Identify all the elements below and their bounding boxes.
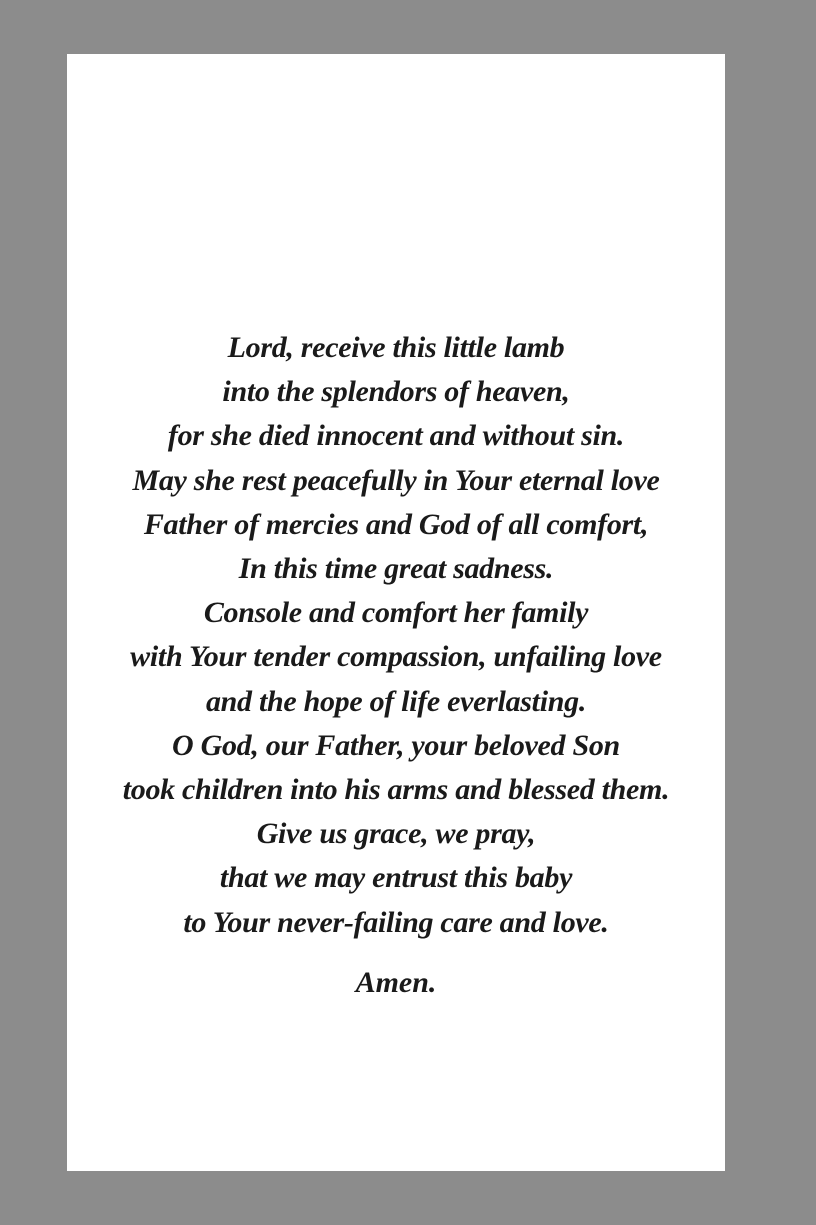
prayer-line: for she died innocent and without sin. bbox=[167, 419, 625, 453]
prayer-card bbox=[67, 54, 725, 1171]
prayer-line: Lord, receive this little lamb bbox=[227, 331, 565, 364]
prayer-line: into the splendors of heaven, bbox=[222, 375, 570, 409]
prayer-line: took children into his arms and blessed them. bbox=[122, 773, 670, 807]
prayer-line: In this time great sadness. bbox=[238, 552, 554, 586]
prayer-line: that we may entrust this baby bbox=[219, 861, 573, 895]
prayer-line: Father of mercies and God of all comfort, bbox=[143, 507, 649, 541]
prayer-line: Console and comfort her family bbox=[203, 596, 589, 630]
prayer-line: May she rest peacefully in Your eternal love bbox=[132, 463, 660, 497]
prayer-line: Give us grace, we pray, bbox=[256, 817, 536, 851]
prayer-line: with Your tender compassion, unfailing love bbox=[130, 640, 662, 674]
prayer-line: and the hope of life everlasting. bbox=[205, 684, 587, 718]
prayer-text bbox=[67, 326, 725, 945]
prayer-closing: Amen. bbox=[355, 966, 437, 999]
prayer-line: O God, our Father, your beloved Son bbox=[172, 728, 620, 762]
prayer-line: to Your never-failing care and love. bbox=[183, 905, 609, 939]
